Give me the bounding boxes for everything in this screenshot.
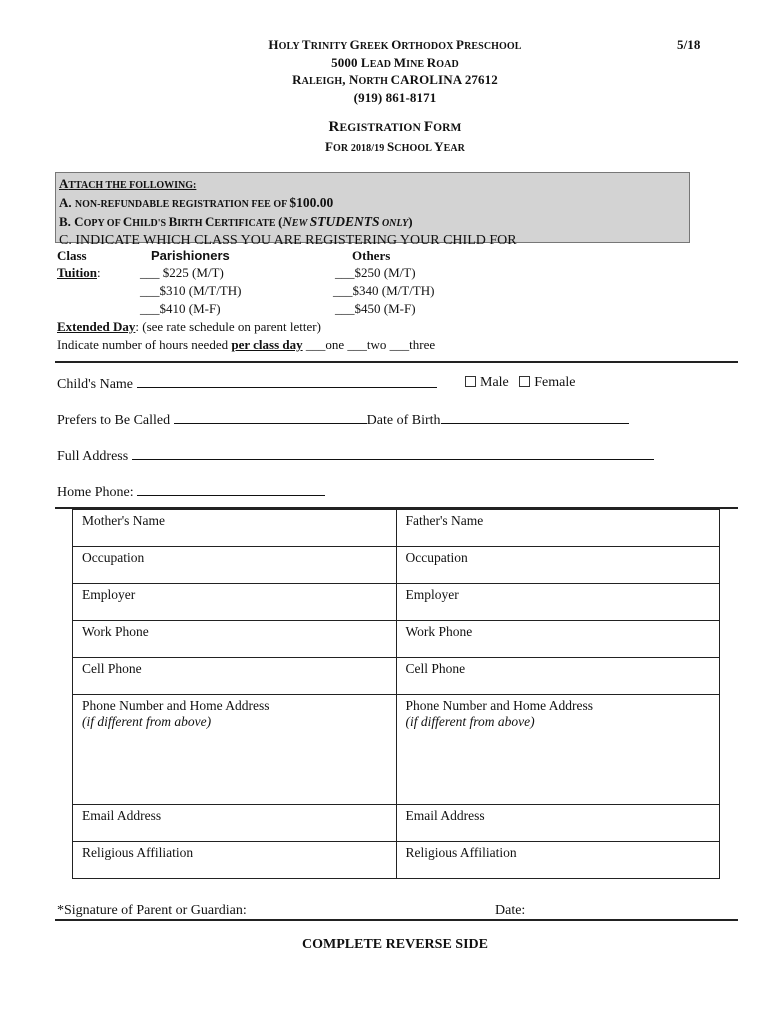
parishioner-option-mt[interactable]: ___ $225 (M/T) — [140, 265, 224, 280]
child-name-field[interactable]: Child's Name — [57, 375, 437, 393]
table-row — [73, 584, 720, 621]
attach-instructions-box — [55, 172, 690, 248]
home-phone-field[interactable]: Home Phone: — [57, 483, 325, 501]
male-checkbox[interactable] — [465, 376, 476, 387]
father-work-phone-cell[interactable]: Work Phone — [396, 621, 720, 658]
parents-info-table — [72, 509, 720, 879]
school-year: FOR 2018/19 SCHOOL YEAR — [325, 139, 465, 154]
section-divider — [55, 361, 738, 363]
attach-line-b: B. COPY OF CHILD'S BIRTH CERTIFICATE (NEW STUDENTS ONLY) — [59, 214, 413, 229]
table-row — [73, 547, 720, 584]
class-label: Class — [57, 248, 87, 263]
father-email-cell[interactable]: Email Address — [396, 805, 720, 842]
mother-work-phone-cell[interactable]: Work Phone — [73, 621, 397, 658]
form-title: REGISTRATION FORM — [328, 119, 462, 135]
table-row — [73, 510, 720, 547]
father-cell-phone-cell[interactable]: Cell Phone — [396, 658, 720, 695]
school-phone: (919) 861-8171 — [353, 90, 437, 105]
hours-needed-line[interactable]: Indicate number of hours needed per class day ___one ___two ___three — [57, 337, 436, 352]
school-city-address: RALEIGH, NORTH CAROLINA 27612 — [292, 72, 498, 87]
complete-reverse-side-note: COMPLETE REVERSE SIDE — [302, 937, 488, 952]
signature-line[interactable] — [55, 919, 738, 921]
table-row — [73, 695, 720, 805]
father-address-cell[interactable]: Phone Number and Home Address (if different from above) — [396, 695, 720, 805]
mother-name-cell[interactable]: Mother's Name — [73, 510, 397, 547]
table-row — [73, 842, 720, 879]
other-option-mtth[interactable]: ___$340 (M/T/TH) — [333, 283, 435, 298]
attach-line-a: A. NON-REFUNDABLE REGISTRATION FEE OF $100.00 — [59, 195, 334, 210]
full-address-field[interactable]: Full Address — [57, 447, 654, 465]
revision-date: 5/18 — [677, 37, 701, 52]
parishioners-label: Parishioners — [151, 248, 230, 263]
mother-occupation-cell[interactable]: Occupation — [73, 547, 397, 584]
date-of-birth-label: Date of Birth — [366, 413, 441, 428]
signature-date-label: Date: — [495, 903, 526, 918]
signature-label: *Signature of Parent or Guardian: — [57, 903, 247, 918]
parishioner-option-mtth[interactable]: ___$310 (M/T/TH) — [140, 283, 242, 298]
prefers-called-field[interactable]: Prefers to Be Called Date of Birth — [57, 411, 629, 429]
date-of-birth-field[interactable] — [441, 411, 629, 424]
extended-day-line: Extended Day: (see rate schedule on parent letter) — [57, 319, 321, 334]
mother-email-cell[interactable]: Email Address — [73, 805, 397, 842]
gender-options — [465, 375, 575, 391]
table-row — [73, 658, 720, 695]
tuition-label: Tuition: — [57, 265, 101, 280]
mother-religion-cell[interactable]: Religious Affiliation — [73, 842, 397, 879]
attach-line-c: C. INDICATE WHICH CLASS YOU ARE REGISTERING YOUR CHILD FOR — [59, 233, 517, 248]
school-name: HOLY TRINITY GREEK ORTHODOX PRESCHOOL — [268, 37, 522, 52]
other-option-mt[interactable]: ___$250 (M/T) — [335, 265, 416, 280]
school-street-address: 5000 LEAD MINE ROAD — [331, 55, 459, 70]
other-option-mf[interactable]: ___$450 (M-F) — [335, 301, 416, 316]
father-employer-cell[interactable]: Employer — [396, 584, 720, 621]
father-name-cell[interactable]: Father's Name — [396, 510, 720, 547]
father-religion-cell[interactable]: Religious Affiliation — [396, 842, 720, 879]
male-label: Male — [480, 375, 509, 390]
parishioner-option-mf[interactable]: ___$410 (M-F) — [140, 301, 221, 316]
mother-employer-cell[interactable]: Employer — [73, 584, 397, 621]
father-occupation-cell[interactable]: Occupation — [396, 547, 720, 584]
mother-address-cell[interactable]: Phone Number and Home Address (if different from above) — [73, 695, 397, 805]
others-label: Others — [352, 248, 391, 263]
attach-heading: ATTACH THE FOLLOWING: — [59, 176, 197, 191]
female-label: Female — [534, 375, 576, 390]
mother-cell-phone-cell[interactable]: Cell Phone — [73, 658, 397, 695]
table-row — [73, 805, 720, 842]
female-checkbox[interactable] — [519, 376, 530, 387]
table-row — [73, 621, 720, 658]
